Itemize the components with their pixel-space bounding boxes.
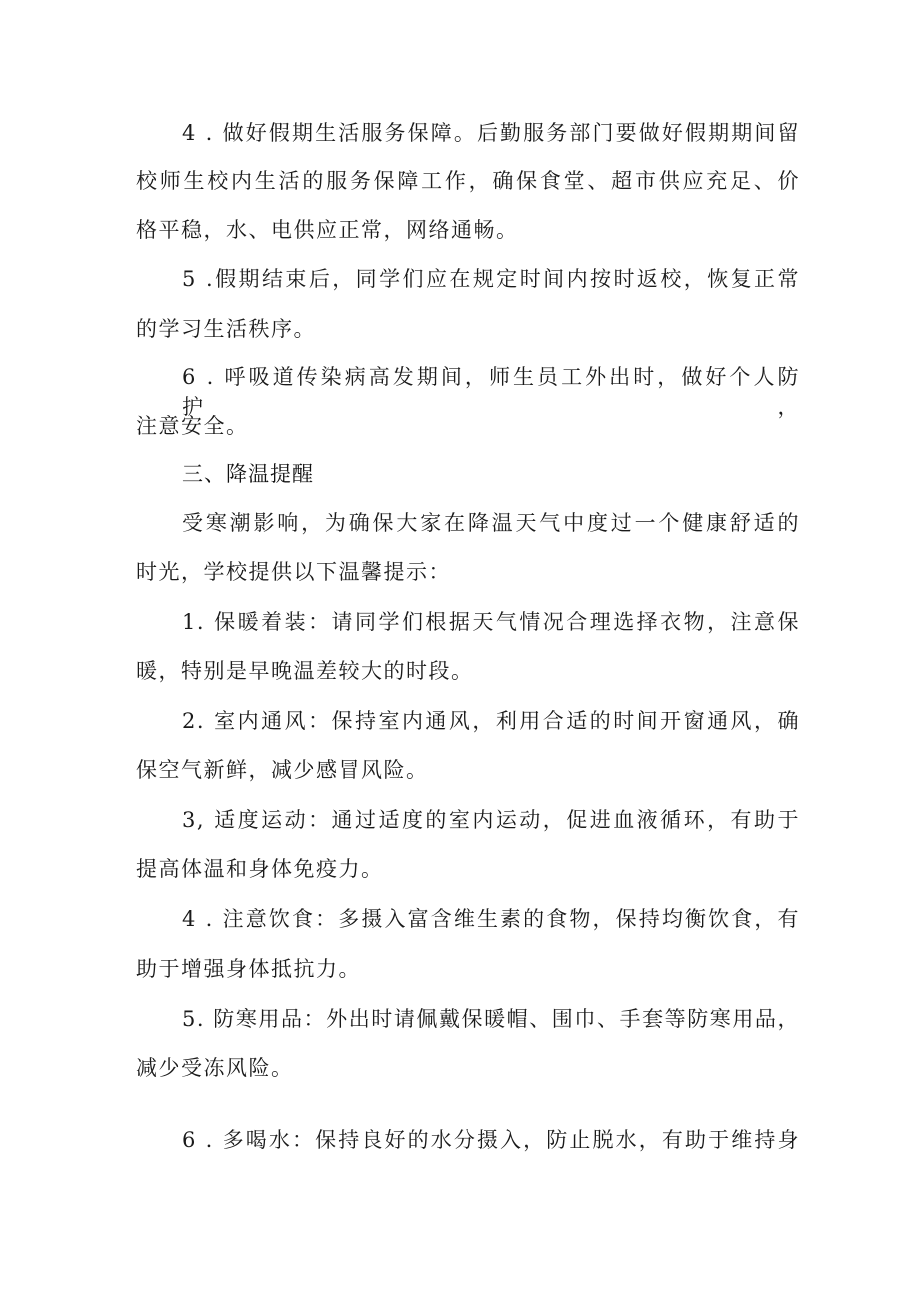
paragraph-line: 保空气新鲜，减少感冒风险。 [136, 758, 429, 782]
paragraph-line: 2. 室内通风：保持室内通风，利用合适的时间开窗通风，确 [182, 709, 800, 733]
paragraph-line: 6 . 多喝水：保持良好的水分摄入，防止脱水，有助于维持身 [182, 1128, 800, 1152]
paragraph-line: 校师生校内生活的服务保障工作，确保食堂、超市供应充足、价 [136, 169, 800, 193]
paragraph-line: 3, 适度运动：通过适度的室内运动，促进血液循环，有助于 [182, 808, 800, 832]
paragraph-line: 5. 防寒用品：外出时请佩戴保暖帽、围巾、手套等防寒用品， [182, 1007, 800, 1031]
paragraph-line: 注意安全。 [136, 414, 249, 438]
paragraph-line: 6 . 呼吸道传染病高发期间，师生员工外出时，做好个人防护， [182, 365, 800, 419]
paragraph-line: 格平稳，水、电供应正常，网络通畅。 [136, 218, 519, 242]
paragraph-line: 4 . 做好假期生活服务保障。后勤服务部门要做好假期期间留 [182, 121, 800, 145]
paragraph-line: 暖，特别是早晚温差较大的时段。 [136, 659, 474, 683]
section-heading: 三、降温提醒 [182, 462, 314, 486]
paragraph-line: 助于增强身体抵抗力。 [136, 957, 361, 981]
paragraph-line: 4 . 注意饮食：多摄入富含维生素的食物，保持均衡饮食，有 [182, 907, 800, 931]
paragraph-line: 1. 保暖着装：请同学们根据天气情况合理选择衣物，注意保 [182, 610, 800, 634]
paragraph-line: 5 .假期结束后，同学们应在规定时间内按时返校，恢复正常 [182, 267, 800, 291]
paragraph-line: 时光，学校提供以下温馨提示： [136, 560, 451, 584]
paragraph-line: 受寒潮影响，为确保大家在降温天气中度过一个健康舒适的 [182, 511, 800, 535]
paragraph-line: 的学习生活秩序。 [136, 317, 316, 341]
paragraph-line: 提高体温和身体免疫力。 [136, 857, 384, 881]
paragraph-line: 减少受冻风险。 [136, 1056, 294, 1080]
